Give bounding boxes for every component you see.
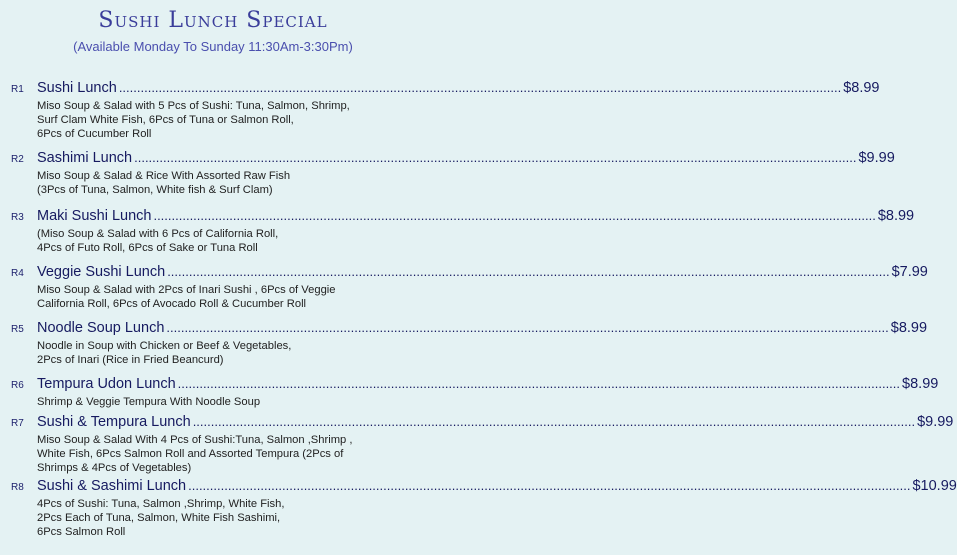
description-line: Miso Soup & Salad With 4 Pcs of Sushi:Tuna, Salmon ,Shrimp , xyxy=(37,434,353,446)
description-line: Miso Soup & Salad with 2Pcs of Inari Sushi , 6Pcs of Veggie xyxy=(37,284,336,296)
item-description xyxy=(37,497,414,539)
item-name: Tempura Udon Lunch xyxy=(37,376,176,392)
item-heading-line xyxy=(37,150,895,166)
description-line: 6Pcs of Cucumber Roll xyxy=(37,128,152,140)
dot-leader: ........................................................................................................................................................................................................ xyxy=(134,150,857,165)
description-line: White Fish, 6Pcs Salmon Roll and Assorted Tempura (2Pcs of xyxy=(37,448,344,460)
dot-leader: ........................................................................................................................................................................................................ xyxy=(166,320,889,335)
description-line: 2Pcs of Inari (Rice in Fried Beancurd) xyxy=(37,354,224,366)
item-heading-line xyxy=(37,320,928,336)
item-code: R7 xyxy=(11,418,24,429)
item-price: $7.99 xyxy=(891,264,928,280)
description-line: Shrimp & Veggie Tempura With Noodle Soup xyxy=(37,396,261,408)
item-name: Sashimi Lunch xyxy=(37,150,133,166)
item-description xyxy=(37,283,414,311)
dot-leader: ........................................................................................................................................................................................................ xyxy=(192,414,916,429)
item-heading-line xyxy=(37,376,939,392)
item-name: Noodle Soup Lunch xyxy=(37,320,165,336)
description-line: Shrimps & 4Pcs of Vegetables) xyxy=(37,462,192,474)
dot-leader: ........................................................................................................................................................................................................ xyxy=(118,80,842,95)
item-name: Maki Sushi Lunch xyxy=(37,208,152,224)
description-line: Noodle in Soup with Chicken or Beef & Vegetables, xyxy=(37,340,292,352)
item-price: $8.99 xyxy=(877,208,915,224)
dot-leader: ........................................................................................................................................................................................................ xyxy=(177,376,901,391)
description-line: Miso Soup & Salad & Rice With Assorted Raw Fish xyxy=(37,170,291,182)
item-name: Veggie Sushi Lunch xyxy=(37,264,166,280)
menu-subtitle: (Available Monday To Sunday 11:30Am-3:30Pm) xyxy=(73,39,353,54)
description-line: 2Pcs Each of Tuna, Salmon, White Fish Sashimi, xyxy=(37,512,281,524)
menu-title: Sushi Lunch Special xyxy=(98,8,328,33)
description-line: Miso Soup & Salad with 5 Pcs of Sushi: Tuna, Salmon, Shrimp, xyxy=(37,100,350,112)
item-name: Sushi & Tempura Lunch xyxy=(37,414,191,430)
item-price: $8.99 xyxy=(843,80,880,96)
dot-leader: ........................................................................................................................................................................................................ xyxy=(153,208,876,223)
item-heading-line xyxy=(37,264,928,280)
description-line: California Roll, 6Pcs of Avocado Roll & Cucumber Roll xyxy=(37,298,307,310)
item-heading-line xyxy=(37,208,915,224)
item-description xyxy=(37,339,414,367)
item-code: R4 xyxy=(11,268,24,279)
item-code: R6 xyxy=(11,380,24,391)
item-code: R5 xyxy=(11,324,24,335)
dot-leader: ........................................................................................................................................................................................................ xyxy=(167,264,890,279)
description-line: (Miso Soup & Salad with 6 Pcs of California Roll, xyxy=(37,228,279,240)
item-price: $9.99 xyxy=(858,150,895,166)
description-line: 4Pcs of Futo Roll, 6Pcs of Sake or Tuna Roll xyxy=(37,242,258,254)
item-heading-line xyxy=(37,478,957,494)
description-line: 4Pcs of Sushi: Tuna, Salmon ,Shrimp, White Fish, xyxy=(37,498,285,510)
dot-leader: ........................................................................................................................................................................................................ xyxy=(188,478,911,493)
item-price: $8.99 xyxy=(902,376,939,392)
item-price: $9.99 xyxy=(917,414,954,430)
item-name: Sushi Lunch xyxy=(37,80,117,96)
item-description xyxy=(37,433,414,475)
item-code: R1 xyxy=(11,84,24,95)
description-line: (3Pcs of Tuna, Salmon, White fish & Surf Clam) xyxy=(37,184,273,196)
description-line: 6Pcs Salmon Roll xyxy=(37,526,126,538)
item-code: R3 xyxy=(11,212,24,223)
item-heading-line xyxy=(37,414,954,430)
item-code: R8 xyxy=(11,482,24,493)
item-price: $8.99 xyxy=(890,320,928,336)
item-name: Sushi & Sashimi Lunch xyxy=(37,478,187,494)
item-description xyxy=(37,227,414,255)
item-price: $10.99 xyxy=(912,478,957,494)
item-heading-line xyxy=(37,80,880,96)
item-code: R2 xyxy=(11,154,24,165)
item-description xyxy=(37,169,414,197)
item-description xyxy=(37,395,414,409)
description-line: Surf Clam White Fish, 6Pcs of Tuna or Salmon Roll, xyxy=(37,114,294,126)
item-description xyxy=(37,99,414,141)
